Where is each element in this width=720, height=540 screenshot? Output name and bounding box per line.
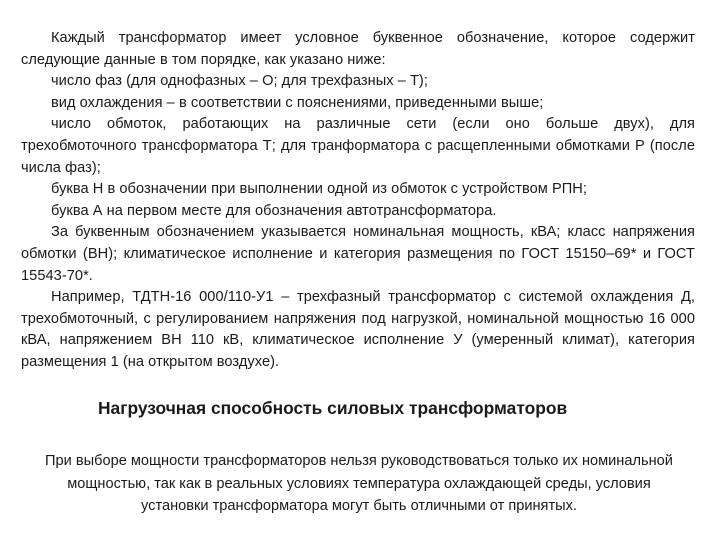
paragraph-phases: число фаз (для однофазных – О; для трехфазных – Т); (51, 73, 428, 90)
paragraph-cooling: вид охлаждения – в соответствии с пояснениями, приведенными выше; (51, 94, 544, 111)
paragraph-intro: Каждый трансформатор имеет условное буквенное обозначение, которое содержит следующие данные в том порядке, как указано ниже: (21, 30, 695, 68)
load-capacity-text-block (34, 450, 684, 518)
paragraph-letter-n: буква Н в обозначении при выполнении одной из обмоток с устройством РПН; (51, 181, 587, 198)
designation-text-block (21, 28, 695, 374)
paragraph-letter-a: буква А на первом месте для обозначения автотрансформатора. (51, 202, 497, 219)
paragraph-load-capacity: При выборе мощности трансформаторов нельзя руководствоваться только их номинальной мощностью, так как в реальных условиях температура охлаждающей среды, условия установки трансформатора могут быть отличными от принятых. (45, 453, 673, 514)
paragraph-power-class: За буквенным обозначением указывается номинальная мощность, кВА; класс напряжения обмотки (ВН); климатическое исполнение и категория размещения по ГОСТ 15150–69* и ГОСТ 15543-70*. (21, 224, 695, 284)
section-heading: Нагрузочная способность силовых трансформаторов (98, 398, 568, 418)
paragraph-example: Например, ТДТН-16 000/110-У1 – трехфазный трансформатор с системой охлаждения Д, трехобмоточный, с регулированием напряжения под нагрузкой, номинальной мощностью 16 000 кВА, напряжением ВН 110 кВ, климатическое исполнение У (умеренный климат), категория размещения 1 (на открытом воздухе). (21, 289, 695, 370)
paragraph-windings: число обмоток, работающих на различные сети (если оно больше двух), для трехобмоточного трансформатора Т; для транформатора с расщепленными обмотками Р (после числа фаз); (21, 116, 695, 176)
